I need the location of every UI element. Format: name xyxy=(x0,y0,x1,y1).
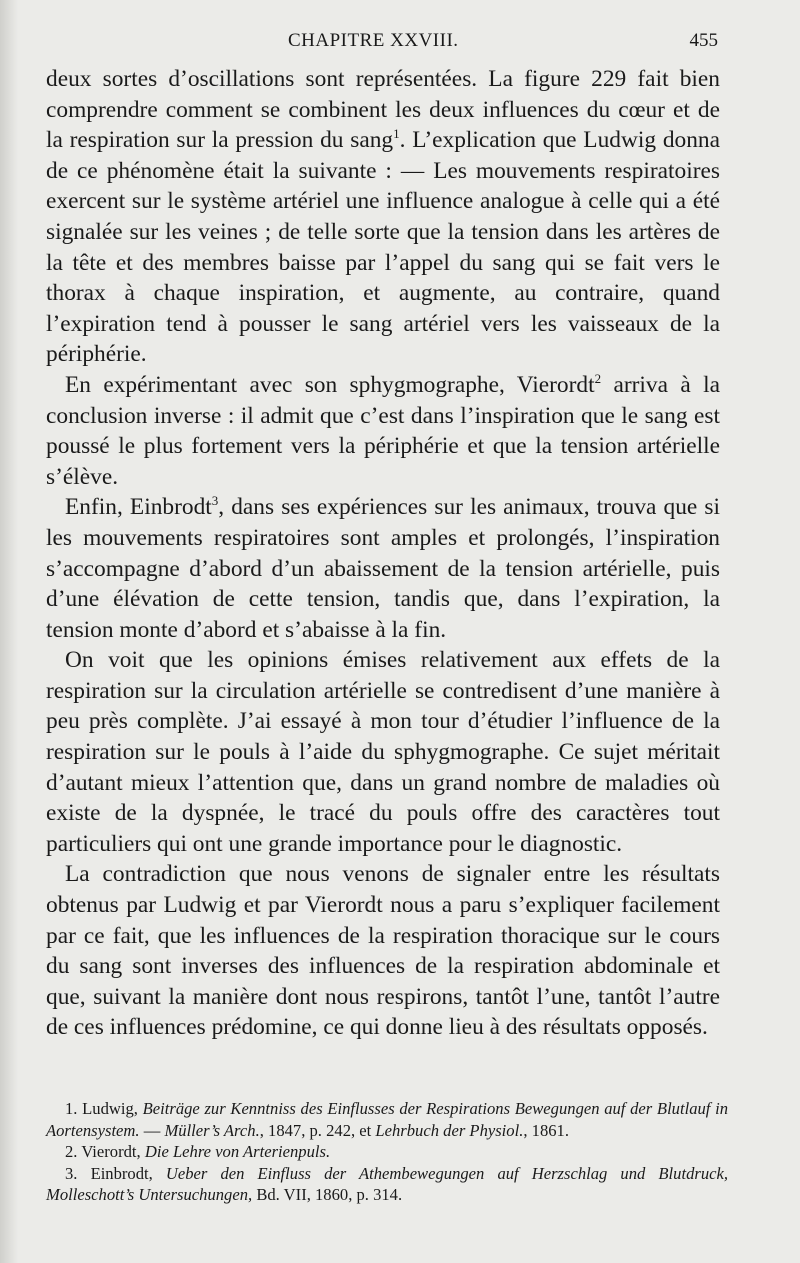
footnote-number: 3. xyxy=(65,1163,78,1183)
footnote-number: 1. xyxy=(65,1099,78,1118)
footnote-author: Vierordt, xyxy=(81,1142,141,1162)
footnote-ref: 2 xyxy=(594,370,602,386)
page-header xyxy=(48,30,718,60)
footnote-title: Ueber den Einfluss der Athembewegungen auf Herzschlag und Blutdruck, Molleschott’s Untersuchungen, xyxy=(46,1163,729,1205)
footnote-ref: 3 xyxy=(211,493,219,509)
paragraph-text: Enfin, Einbrodt xyxy=(65,494,212,521)
footnote-extra-title: Lehrbuch der Physiol. xyxy=(375,1120,524,1140)
paragraph xyxy=(46,859,720,1043)
footnote-detail: , 1847, p. 242, et xyxy=(259,1120,376,1140)
paragraph-text: La contradiction que nous venons de signaler entre les résultats obtenus par Ludwig et par Vierordt nous a paru s’expliquer facilement par ce fait, que les influences de la respiration thoracique sur le cours du sang sont inverses des influences de la respiration abdominale et que, suivant la manière dont nous respirons, tantôt l’une, tantôt l’autre de ces influences prédomine, ce qui donne lieu à des résultats opposés. xyxy=(46,861,720,1041)
paragraph xyxy=(46,645,720,859)
footnote-number: 2. xyxy=(65,1142,78,1162)
paragraph-text: En expérimentant avec son sphygmographe, Vierordt xyxy=(65,371,595,398)
running-head: CHAPITRE XXVIII. xyxy=(288,30,459,51)
paragraph xyxy=(46,370,720,492)
footnote-ref: 1 xyxy=(393,126,400,142)
paragraph xyxy=(46,64,720,370)
footnote-title: Beiträge zur Kenntniss des Einflusses der Respirations Bewegungen auf der Blutlauf in Aortensystem. xyxy=(46,1099,728,1140)
paragraph xyxy=(46,492,720,645)
footnote-author: Einbrodt, xyxy=(90,1163,153,1183)
paragraph-text: On voit que les opinions émises relativement aux effets de la respiration sur la circulation artérielle se contredisent d’une manière à peu près complète. J’ai essayé à mon tour d’étudier l’influence de la respiration sur le pouls à l’aide du sphygmographe. Ce sujet méritait d’autant mieux l’attention que, dans un grand nombre de maladies où existe de la dyspnée, le tracé du pouls offre des caractères tout particuliers qui ont une grande importance pour le diagnostic. xyxy=(46,647,720,857)
paragraph-text: arriva à la conclusion inverse : il admit que c’est dans l’inspiration que le sang est poussé le plus fortement vers la périphérie et que la tension artérielle s’élève. xyxy=(46,371,720,490)
page-number: 455 xyxy=(689,30,718,51)
footnote-title: Die Lehre von Arterienpuls. xyxy=(144,1142,331,1162)
footnote-detail: Bd. VII, 1860, p. 314. xyxy=(252,1185,403,1205)
footnotes xyxy=(46,1098,728,1206)
paragraph-text: . L’explication que Ludwig donna de ce phénomène était la suivante : — Les mouvements respiratoires exercent sur le système artériel une influence analogue à celle qui a été signalée sur les veines ; de telle sorte que la tension dans les artères de la tête et des membres baisse par l’appel du sang qui se fait vers le thorax à chaque inspiration, et augmente, au contraire, quand l’expiration tend à pousser le sang artériel vers les vaisseaux de la périphérie. xyxy=(46,127,720,368)
footnote-separator: — xyxy=(139,1120,165,1140)
paragraph-text: deux sortes d’oscillations sont représentées. La figure 229 fait bien comprendre comment se combinent les deux influences du cœur et de la respiration sur la pression du sang xyxy=(46,66,720,154)
footnote-3 xyxy=(46,1163,728,1206)
paragraph-text: , dans ses expériences sur les animaux, trouva que si les mouvements respiratoires sont amples et prolongés, l’inspiration s’accompagne d’abord d’un abaissement de la tension artérielle, puis d’une élévation de cette tension, tandis que, dans l’expiration, la tension monte d’abord et s’abaisse à la fin. xyxy=(46,494,720,643)
footnote-2 xyxy=(46,1141,728,1163)
footnote-journal: Müller’s Arch. xyxy=(164,1120,260,1140)
body-text xyxy=(46,64,720,1043)
footnote-author: Ludwig, xyxy=(82,1099,138,1118)
footnote-end: , 1861. xyxy=(523,1120,569,1140)
footnote-1 xyxy=(46,1098,728,1141)
